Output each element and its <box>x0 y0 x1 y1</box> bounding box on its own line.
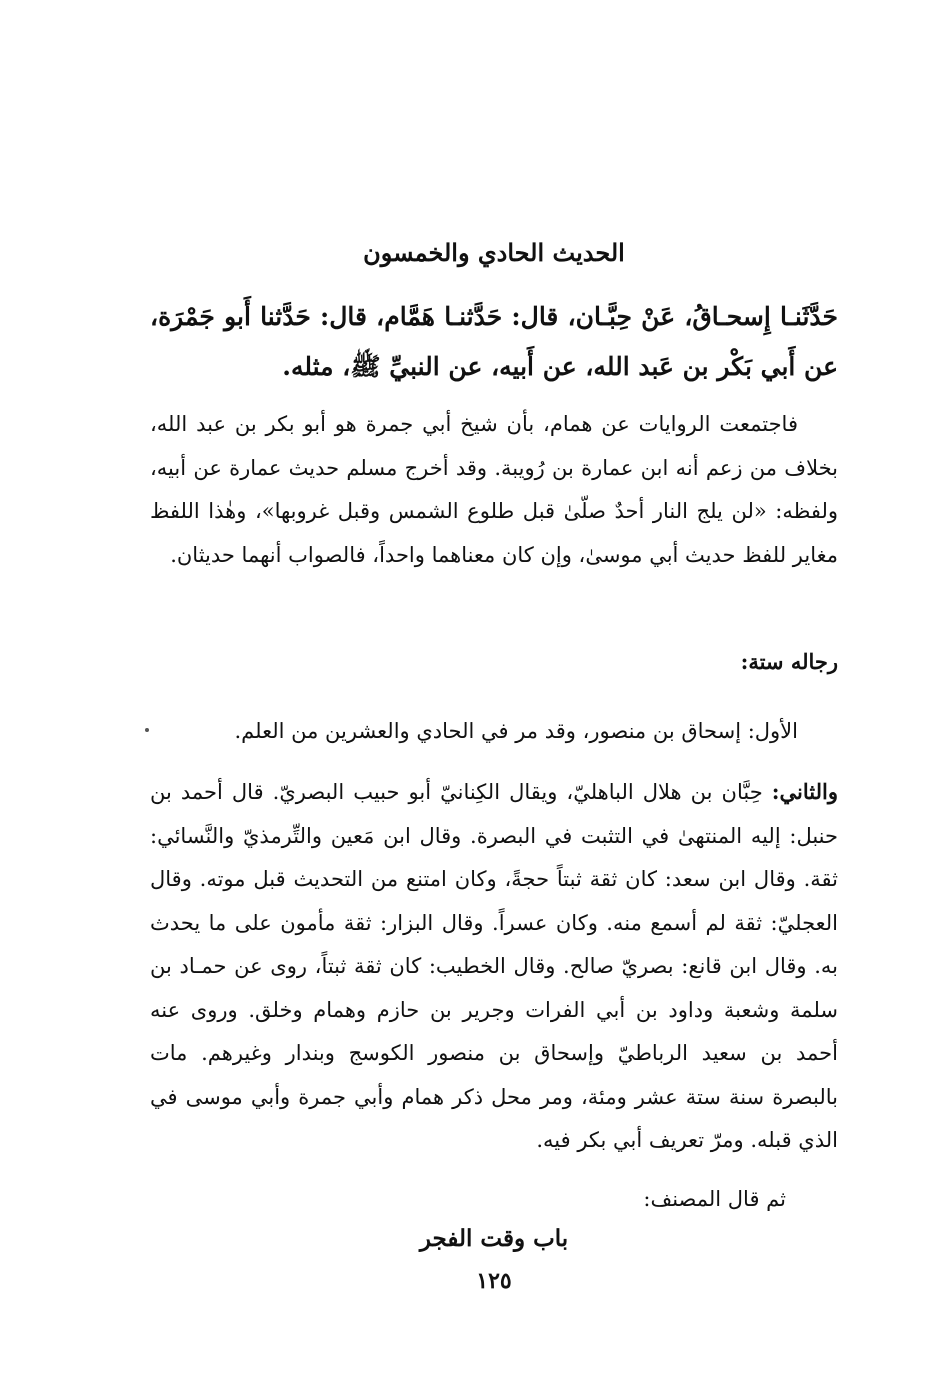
chapter-heading: باب وقت الفجر <box>419 1225 569 1252</box>
author-statement: ثم قال المصنف: <box>643 1187 786 1211</box>
ink-speck <box>145 728 149 732</box>
narrator-second-lead: والثاني: <box>771 779 838 804</box>
hadith-title: الحديث الحادي والخمسون <box>363 238 625 267</box>
commentary-paragraph: فاجتمعت الروايات عن همام، بأن شيخ أبي جمرة هو أبو بكر بن عبد الله، بخلاف من زعم أنه ابن عمارة بن رُويبة. وقد أخرج مسلم حديث عمارة عن أبيه، ولفظه: «لن يلج النار أحدٌ صلّىٰ قبل طلوع الشمس وقبل غروبها»، وهٰذا اللفظ مغاير للفظ حديث أبي موسىٰ، وإن كان معناهما واحداً، فالصواب أنهما حديثان. <box>150 412 838 567</box>
narrators-heading: رجاله ستة: <box>740 649 838 674</box>
hadith-isnad-text: حَدَّثَنـا إِسحـاقُ، عَنْ حِبَّـان، قال: حَدَّثنـا هَمَّام، قال: حَدَّثنا أَبو جَمْرَة، عن أَبي بَكْر بن عَبد الله، عن أَبيه، عن النبيِّ ﷺ، مثله. <box>150 302 838 381</box>
narrator-first-paragraph: الأول: إسحاق بن منصور، وقد مر في الحادي والعشرين من العلم. <box>234 719 798 743</box>
narrator-second-body: حِبَّان بن هلال الباهليّ، ويقال الكِنانيّ أبو حبيب البصريّ. قال أحمد بن حنبل: إليه المنتهىٰ في التثبت في البصرة. وقال ابن مَعين والتِّرمذيّ والنَّسائي: ثقة. وقال ابن سعد: كان ثقة ثبتاً حجةً، وكان امتنع من التحديث قبل موته. وقال العجليّ: ثقة لم أسمع منه. وكان عسراً. وقال البزار: ثقة مأمون على ما يحدث به. وقال ابن قانع: بصريّ صالح. وقال الخطيب: كان ثقة ثبتاً، روى عن حمـاد بن سلمة وشعبة وداود بن أبي الفرات وجرير بن حازم وهمام وخلق. وروى عنه أحمد بن سعيد الرباطيّ وإسحاق بن منصور الكوسج وبندار وغيرهم. مات بالبصرة سنة ستة عشر ومئة، ومر محل ذكر همام وأبي جمرة وأبي موسى في الذي قبله. ومرّ تعريف أبي بكر فيه. <box>150 780 838 1152</box>
page-number: ١٢٥ <box>476 1268 512 1294</box>
narrator-second-paragraph <box>150 770 838 1163</box>
